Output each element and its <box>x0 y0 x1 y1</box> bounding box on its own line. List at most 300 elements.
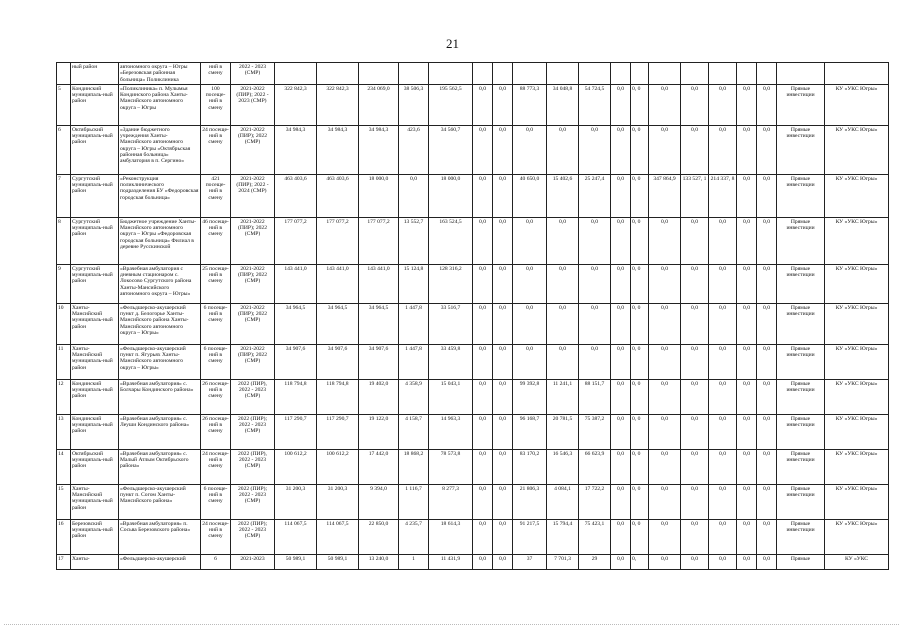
cell-object: «Врачебная амбулатория с дневным стационаром с. Локосово Сургутского района Ханты-Мансийского автономного округа – Югры» <box>119 264 201 303</box>
cell-district: Ханты-Мансийский муниципаль-ный район <box>71 344 119 379</box>
cell-v14: 0,0 <box>681 379 709 414</box>
cell-v1: 50 989,1 <box>275 554 317 569</box>
cell-period: 2021-2022 (ПИР); 2022 (СМР) <box>231 344 275 379</box>
cell-n: 16 <box>57 519 71 554</box>
cell-v5: 15 043,1 <box>429 379 473 414</box>
cell-n: 17 <box>57 554 71 569</box>
cell-v13: 0,0 <box>649 303 681 344</box>
cell-v15: 214 337, 8 <box>709 174 737 217</box>
cell-v9: 7 701,3 <box>547 554 579 569</box>
cell-district: Ханты-Мансийский муниципаль-ный район <box>71 303 119 344</box>
table-row <box>57 449 889 484</box>
cell-v16: 0,0 <box>737 344 757 379</box>
cell-v7: 0,0 <box>493 264 513 303</box>
cell-v8: 0,0 <box>513 125 547 174</box>
cell-period: 2021-2022 (ПИР); 2022 - 2023 (СМР) <box>231 84 275 125</box>
cell-v8: 91 217,5 <box>513 519 547 554</box>
cell-v8: 40 650,0 <box>513 174 547 217</box>
cell-period: 2022 (ПИР); 2022 - 2023 (СМР) <box>231 519 275 554</box>
cell-object: «Фельдшерско-акушерский пункт д. Белогорье Ханты-Мансийского района Ханты-Мансийского автономного округа – Югры» <box>119 303 201 344</box>
cell-capacity: 6 посеще-ний в смену <box>201 344 231 379</box>
cell-v13: 0,0 <box>649 344 681 379</box>
cell-n: 7 <box>57 174 71 217</box>
table-row <box>57 264 889 303</box>
cell-v11: 0,0 <box>611 449 631 484</box>
cell-v16: 0,0 <box>737 217 757 264</box>
cell-district: Кондинский муниципаль-ный район <box>71 84 119 125</box>
cell-type: Прямые инвестиции <box>777 174 825 217</box>
cell-v13: 0,0 <box>649 84 681 125</box>
cell-v13: 0,0 <box>649 379 681 414</box>
cell-v12: 0, 0 <box>631 303 649 344</box>
cell-customer: КУ «УКС Югры» <box>825 519 889 554</box>
cell-v2: 143 441,0 <box>317 264 359 303</box>
cell-v8: 21 806,3 <box>513 484 547 519</box>
cell-period: 2021-2022 (ПИР); 2022 (СМР) <box>231 217 275 264</box>
cell-district: Ханты- <box>71 554 119 569</box>
cell-v16: 0,0 <box>737 414 757 449</box>
cell-v1: 143 441,0 <box>275 264 317 303</box>
cell-period: 2021-2022 (ПИР); 2022 (СМР) <box>231 125 275 174</box>
cell-v4: 4 158,7 <box>399 414 429 449</box>
investment-table-wrapper <box>56 62 888 570</box>
cell-v17: 0,0 <box>757 264 777 303</box>
table-row <box>57 217 889 264</box>
cell-v14: 0,0 <box>681 484 709 519</box>
cell-v14: 0,0 <box>681 344 709 379</box>
table-row <box>57 174 889 217</box>
cell-v1: 322 842,3 <box>275 84 317 125</box>
cell-v17: 0,0 <box>757 519 777 554</box>
cell-v4: 18 868,2 <box>399 449 429 484</box>
cell-v7: 0,0 <box>493 217 513 264</box>
cell-v9: 34 048,8 <box>547 84 579 125</box>
cell-v14: 0,0 <box>681 414 709 449</box>
cell-v15: 0,0 <box>709 344 737 379</box>
cell-v15: 0,0 <box>709 554 737 569</box>
cell-v11: 0,0 <box>611 174 631 217</box>
cell-v2: 100 612,2 <box>317 449 359 484</box>
cell-v5: 78 573,8 <box>429 449 473 484</box>
cell-customer: КУ «УКС Югры» <box>825 484 889 519</box>
cell-v16: 0,0 <box>737 84 757 125</box>
scan-artifact-line <box>4 624 899 629</box>
cell-v12: 0, 0 <box>631 379 649 414</box>
cell-v10: 75 423,1 <box>579 519 611 554</box>
cell-v5: 18 000,0 <box>429 174 473 217</box>
cell-v15: 0,0 <box>709 217 737 264</box>
cell-type: Прямые инвестиции <box>777 379 825 414</box>
cell-v17: 0,0 <box>757 84 777 125</box>
cell-v10: 75 387,2 <box>579 414 611 449</box>
cell-v5: 128 316,2 <box>429 264 473 303</box>
cell-customer: КУ «УКС Югры» <box>825 174 889 217</box>
cell-v1: 114 067,5 <box>275 519 317 554</box>
cell-capacity: 6 <box>201 554 231 569</box>
cell-v10: 0,0 <box>579 125 611 174</box>
cell-n: 15 <box>57 484 71 519</box>
cell-v2: 34 907,6 <box>317 344 359 379</box>
cell-customer: КУ «УКС <box>825 554 889 569</box>
cell-district: Ханты-Мансийский муниципаль-ный район <box>71 484 119 519</box>
cell-v15: 0,0 <box>709 379 737 414</box>
cell-district: Октябрьский муниципаль-ный район <box>71 125 119 174</box>
cell-v11: 0,0 <box>611 379 631 414</box>
cell-district: Кондинский муниципаль-ный район <box>71 379 119 414</box>
cell-district: ный район <box>71 63 119 85</box>
cell-n: 10 <box>57 303 71 344</box>
cell-v4: 15 124,8 <box>399 264 429 303</box>
cell-v11: 0,0 <box>611 344 631 379</box>
cell-v2: 118 794,8 <box>317 379 359 414</box>
cell-v1: 117 290,7 <box>275 414 317 449</box>
cell-customer: КУ «УКС Югры» <box>825 414 889 449</box>
cell-v9: 0,0 <box>547 264 579 303</box>
cell-v13: 0,0 <box>649 519 681 554</box>
cell-v8: 0,0 <box>513 217 547 264</box>
cell-v4: 1 <box>399 554 429 569</box>
cell-district: Октябрьский муниципаль-ный район <box>71 449 119 484</box>
table-row <box>57 125 889 174</box>
cell-v14: 0,0 <box>681 217 709 264</box>
cell-customer: КУ «УКС Югры» <box>825 303 889 344</box>
cell-v14: 0,0 <box>681 125 709 174</box>
cell-v8: 0,0 <box>513 344 547 379</box>
cell-v17: 0,0 <box>757 484 777 519</box>
cell-v4: 423,6 <box>399 125 429 174</box>
cell-v17: 0,0 <box>757 554 777 569</box>
cell-type: Прямые инвестиции <box>777 303 825 344</box>
cell-v4: 0,0 <box>399 174 429 217</box>
cell-v10: 66 623,9 <box>579 449 611 484</box>
cell-object: «Врачебная амбулатория» с. Болчары Кондинского района» <box>119 379 201 414</box>
cell-capacity: 26 посеще-ний в смену <box>201 414 231 449</box>
cell-v5: 163 524,5 <box>429 217 473 264</box>
cell-v5: 18 614,3 <box>429 519 473 554</box>
cell-v10: 0,0 <box>579 264 611 303</box>
cell-type: Прямые инвестиции <box>777 217 825 264</box>
cell-v8: 83 170,2 <box>513 449 547 484</box>
cell-v5: 34 560,7 <box>429 125 473 174</box>
cell-v2: 34 964,5 <box>317 303 359 344</box>
table-row <box>57 554 889 569</box>
cell-v13: 0,0 <box>649 414 681 449</box>
cell-capacity: 26 посеще-ний в смену <box>201 379 231 414</box>
cell-v15: 0,0 <box>709 84 737 125</box>
cell-v2: 34 984,3 <box>317 125 359 174</box>
cell-object: «Здание бюджетного учреждения Ханты-Мансийского автономного округа – Югры «Октябрьская районная больница» амбулатория в п. Сергино» <box>119 125 201 174</box>
cell-v9: 0,0 <box>547 303 579 344</box>
cell-v4: 4 358,9 <box>399 379 429 414</box>
cell-v10: 0,0 <box>579 344 611 379</box>
cell-v16: 0,0 <box>737 125 757 174</box>
cell-v5: 33 459,8 <box>429 344 473 379</box>
cell-v6: 0,0 <box>473 84 493 125</box>
cell-v15: 0,0 <box>709 125 737 174</box>
cell-v13: 0,0 <box>649 449 681 484</box>
cell-object: Бюджетное учреждение Ханты-Мансийского автономного округа – Югры «Федоровская городская больница» Филиал в деревне Русскинской <box>119 217 201 264</box>
cell-v13: 0,0 <box>649 264 681 303</box>
cell-period: 2021-2022 (ПИР); 2022 (СМР) <box>231 303 275 344</box>
cell-v9: 0,0 <box>547 344 579 379</box>
cell-v10: 54 724,5 <box>579 84 611 125</box>
cell-object: автономного округа – Югры «Березовская районная больница» Поликлиника <box>119 63 201 85</box>
cell-v14: 0,0 <box>681 303 709 344</box>
cell-v5: 195 562,5 <box>429 84 473 125</box>
cell-v13: 0,0 <box>649 484 681 519</box>
cell-object: «Реконструкция поликлинического подразделения БУ «Федоровская городская больница» <box>119 174 201 217</box>
cell-object: «Врачебная амбулатория» с. Леуши Кондинского района» <box>119 414 201 449</box>
cell-district: Кондинский муниципаль-ный район <box>71 414 119 449</box>
cell-v6: 0,0 <box>473 379 493 414</box>
table-row <box>57 303 889 344</box>
cell-v13: 347 864,9 <box>649 174 681 217</box>
cell-customer: КУ «УКС Югры» <box>825 125 889 174</box>
cell-n: 13 <box>57 414 71 449</box>
cell-v1: 118 794,8 <box>275 379 317 414</box>
cell-v2: 463 403,6 <box>317 174 359 217</box>
cell-v3: 34 907,6 <box>359 344 399 379</box>
cell-v1: 100 612,2 <box>275 449 317 484</box>
cell-v9: 16 546,3 <box>547 449 579 484</box>
cell-v7: 0,0 <box>493 344 513 379</box>
cell-v16: 0,0 <box>737 519 757 554</box>
cell-district: Сургутский муниципаль-ный район <box>71 217 119 264</box>
cell-type: Прямые инвестиции <box>777 449 825 484</box>
cell-v6: 0,0 <box>473 519 493 554</box>
cell-object: «Врачебная амбулатория» с. Малый Атлым Октябрьского района» <box>119 449 201 484</box>
cell-v4: 13 552,7 <box>399 217 429 264</box>
cell-v6: 0,0 <box>473 344 493 379</box>
cell-v1: 463 403,6 <box>275 174 317 217</box>
cell-v7: 0,0 <box>493 414 513 449</box>
cell-v16: 0,0 <box>737 484 757 519</box>
cell-capacity: 46 посеще-ний в смену <box>201 217 231 264</box>
cell-v4: 1 447,8 <box>399 303 429 344</box>
cell-period: 2022 (ПИР); 2022 - 2023 (СМР) <box>231 414 275 449</box>
cell-object: «Фельдшерско-акушерский пункт п. Согом Ханты-Мансийского района» <box>119 484 201 519</box>
cell-v3: 34 964,5 <box>359 303 399 344</box>
cell-v12: 0, 0 <box>631 414 649 449</box>
cell-v1: 34 964,5 <box>275 303 317 344</box>
cell-period: 2022 (ПИР), 2022 - 2023 (СМР) <box>231 449 275 484</box>
cell-v11: 0,0 <box>611 84 631 125</box>
cell-customer: КУ «УКС Югры» <box>825 449 889 484</box>
cell-v7: 0,0 <box>493 125 513 174</box>
cell-v10: 0,0 <box>579 303 611 344</box>
investment-table <box>56 62 889 570</box>
cell-v14: 0,0 <box>681 554 709 569</box>
cell-v11: 0,0 <box>611 414 631 449</box>
cell-object: «Фельдшерско-акушерский <box>119 554 201 569</box>
cell-v13: 0,0 <box>649 217 681 264</box>
cell-v9: 0,0 <box>547 125 579 174</box>
cell-n: 8 <box>57 217 71 264</box>
table-row <box>57 414 889 449</box>
cell-v2: 31 200,3 <box>317 484 359 519</box>
cell-v15: 0,0 <box>709 414 737 449</box>
cell-capacity: 24 посеще-ний в смену <box>201 519 231 554</box>
cell-v17: 0,0 <box>757 379 777 414</box>
cell-v14: 0,0 <box>681 84 709 125</box>
cell-v7: 0,0 <box>493 303 513 344</box>
cell-v11: 0,0 <box>611 264 631 303</box>
cell-object: «Поликлиника» п. Мулымья Кондинского района Ханты-Мансийского автономного округа – Югры <box>119 84 201 125</box>
cell-v13: 0,0 <box>649 554 681 569</box>
cell-v5: 8 277,3 <box>429 484 473 519</box>
cell-district: Сургутский муниципаль-ный район <box>71 264 119 303</box>
cell-v16: 0,0 <box>737 264 757 303</box>
table-row <box>57 379 889 414</box>
cell-v10: 88 151,7 <box>579 379 611 414</box>
cell-v14: 0,0 <box>681 264 709 303</box>
table-row <box>57 84 889 125</box>
cell-v12: 0, 0 <box>631 519 649 554</box>
cell-v12: 0, 0 <box>631 484 649 519</box>
cell-v4: 38 506,3 <box>399 84 429 125</box>
cell-type: Прямые инвестиции <box>777 125 825 174</box>
cell-v12: 0, 0 <box>631 344 649 379</box>
cell-object: «Фельдшерско-акушерский пункт п. Ягурьях Ханты-Мансийского автономного округа – Югры» <box>119 344 201 379</box>
cell-v3: 19 122,0 <box>359 414 399 449</box>
table-row <box>57 484 889 519</box>
cell-capacity: 100 посеще-ний в смену <box>201 84 231 125</box>
cell-v2: 177 077,2 <box>317 217 359 264</box>
cell-capacity: ний в смену <box>201 63 231 85</box>
cell-v11: 0,0 <box>611 303 631 344</box>
cell-v7: 0,0 <box>493 484 513 519</box>
cell-v10: 0,0 <box>579 217 611 264</box>
cell-v2: 114 067,5 <box>317 519 359 554</box>
cell-n <box>57 63 71 85</box>
cell-v15: 0,0 <box>709 519 737 554</box>
cell-n: 14 <box>57 449 71 484</box>
cell-v15: 0,0 <box>709 264 737 303</box>
cell-v8: 99 392,8 <box>513 379 547 414</box>
cell-v7: 0,0 <box>493 554 513 569</box>
cell-v4: 1 116,7 <box>399 484 429 519</box>
cell-v6: 0,0 <box>473 414 493 449</box>
cell-v6: 0,0 <box>473 264 493 303</box>
cell-v16: 0,0 <box>737 449 757 484</box>
cell-type: Прямые инвестиции <box>777 264 825 303</box>
cell-customer: КУ «УКС Югры» <box>825 264 889 303</box>
cell-v10: 29 <box>579 554 611 569</box>
cell-v3: 143 441,0 <box>359 264 399 303</box>
cell-n: 5 <box>57 84 71 125</box>
cell-v1: 177 077,2 <box>275 217 317 264</box>
cell-v11: 0,0 <box>611 554 631 569</box>
cell-v3: 22 850,0 <box>359 519 399 554</box>
cell-v7: 0,0 <box>493 449 513 484</box>
cell-period: 2021-2023 <box>231 554 275 569</box>
cell-v8: 0,0 <box>513 264 547 303</box>
cell-v1: 34 907,6 <box>275 344 317 379</box>
cell-v11: 0,0 <box>611 125 631 174</box>
cell-v9: 11 241,1 <box>547 379 579 414</box>
cell-v5: 14 963,3 <box>429 414 473 449</box>
cell-v10: 17 722,2 <box>579 484 611 519</box>
cell-type: Прямые инвестиции <box>777 84 825 125</box>
cell-capacity: 6 посеще-ний в смену <box>201 484 231 519</box>
cell-capacity: 6 посеще-ний в смену <box>201 303 231 344</box>
cell-v3: 34 984,3 <box>359 125 399 174</box>
cell-v17: 0,0 <box>757 125 777 174</box>
cell-v15: 0,0 <box>709 484 737 519</box>
cell-v16: 0,0 <box>737 379 757 414</box>
cell-v16: 0,0 <box>737 554 757 569</box>
cell-v3: 17 442,0 <box>359 449 399 484</box>
cell-v6: 0,0 <box>473 125 493 174</box>
cell-v8: 0,0 <box>513 303 547 344</box>
cell-v2: 322 842,3 <box>317 84 359 125</box>
cell-v7: 0,0 <box>493 519 513 554</box>
cell-period: 2022 (ПИР); 2022 - 2023 (СМР) <box>231 484 275 519</box>
cell-v1: 31 200,3 <box>275 484 317 519</box>
cell-v1: 34 984,3 <box>275 125 317 174</box>
cell-v3: 18 000,0 <box>359 174 399 217</box>
cell-v7: 0,0 <box>493 174 513 217</box>
cell-v5: 11 431,9 <box>429 554 473 569</box>
cell-v17: 0,0 <box>757 414 777 449</box>
cell-n: 9 <box>57 264 71 303</box>
cell-v14: 133 527, 1 <box>681 174 709 217</box>
cell-v8: 88 773,3 <box>513 84 547 125</box>
cell-v15: 0,0 <box>709 303 737 344</box>
continued-row <box>57 63 889 85</box>
cell-v14: 0,0 <box>681 449 709 484</box>
cell-period: 2021-2022 (ПИР); 2022 (СМР) <box>231 264 275 303</box>
cell-v12: 0, 0 <box>631 125 649 174</box>
cell-v10: 25 247,4 <box>579 174 611 217</box>
cell-v15: 0,0 <box>709 449 737 484</box>
cell-v17: 0,0 <box>757 217 777 264</box>
cell-v11: 0,0 <box>611 217 631 264</box>
cell-v9: 0,0 <box>547 217 579 264</box>
cell-v2: 50 989,1 <box>317 554 359 569</box>
cell-v4: 1 447,8 <box>399 344 429 379</box>
cell-customer: КУ «УКС Югры» <box>825 344 889 379</box>
cell-v7: 0,0 <box>493 84 513 125</box>
cell-v9: 15 794,4 <box>547 519 579 554</box>
cell-v12: 0, 0 <box>631 174 649 217</box>
table-row <box>57 519 889 554</box>
cell-type: Прямые инвестиции <box>777 519 825 554</box>
cell-object: «Врачебная амбулатория» п. Сосьва Березовского района» <box>119 519 201 554</box>
cell-v6: 0,0 <box>473 174 493 217</box>
cell-v12: 0, <box>631 554 649 569</box>
cell-type: Прямые инвестиции <box>777 484 825 519</box>
cell-n: 12 <box>57 379 71 414</box>
cell-v17: 0,0 <box>757 449 777 484</box>
cell-v13: 0,0 <box>649 125 681 174</box>
cell-customer: КУ «УКС Югры» <box>825 379 889 414</box>
table-row <box>57 344 889 379</box>
cell-v3: 177 077,2 <box>359 217 399 264</box>
cell-v6: 0,0 <box>473 217 493 264</box>
cell-v8: 37 <box>513 554 547 569</box>
cell-type: Прямые инвестиции <box>777 344 825 379</box>
cell-v6: 0,0 <box>473 449 493 484</box>
cell-v16: 0,0 <box>737 303 757 344</box>
cell-v9: 15 402,6 <box>547 174 579 217</box>
cell-v3: 234 069,0 <box>359 84 399 125</box>
cell-v7: 0,0 <box>493 379 513 414</box>
cell-v3: 13 240,0 <box>359 554 399 569</box>
cell-period: 2022 - 2023 (СМР) <box>231 63 275 85</box>
cell-v12: 0, 0 <box>631 264 649 303</box>
cell-v6: 0,0 <box>473 303 493 344</box>
